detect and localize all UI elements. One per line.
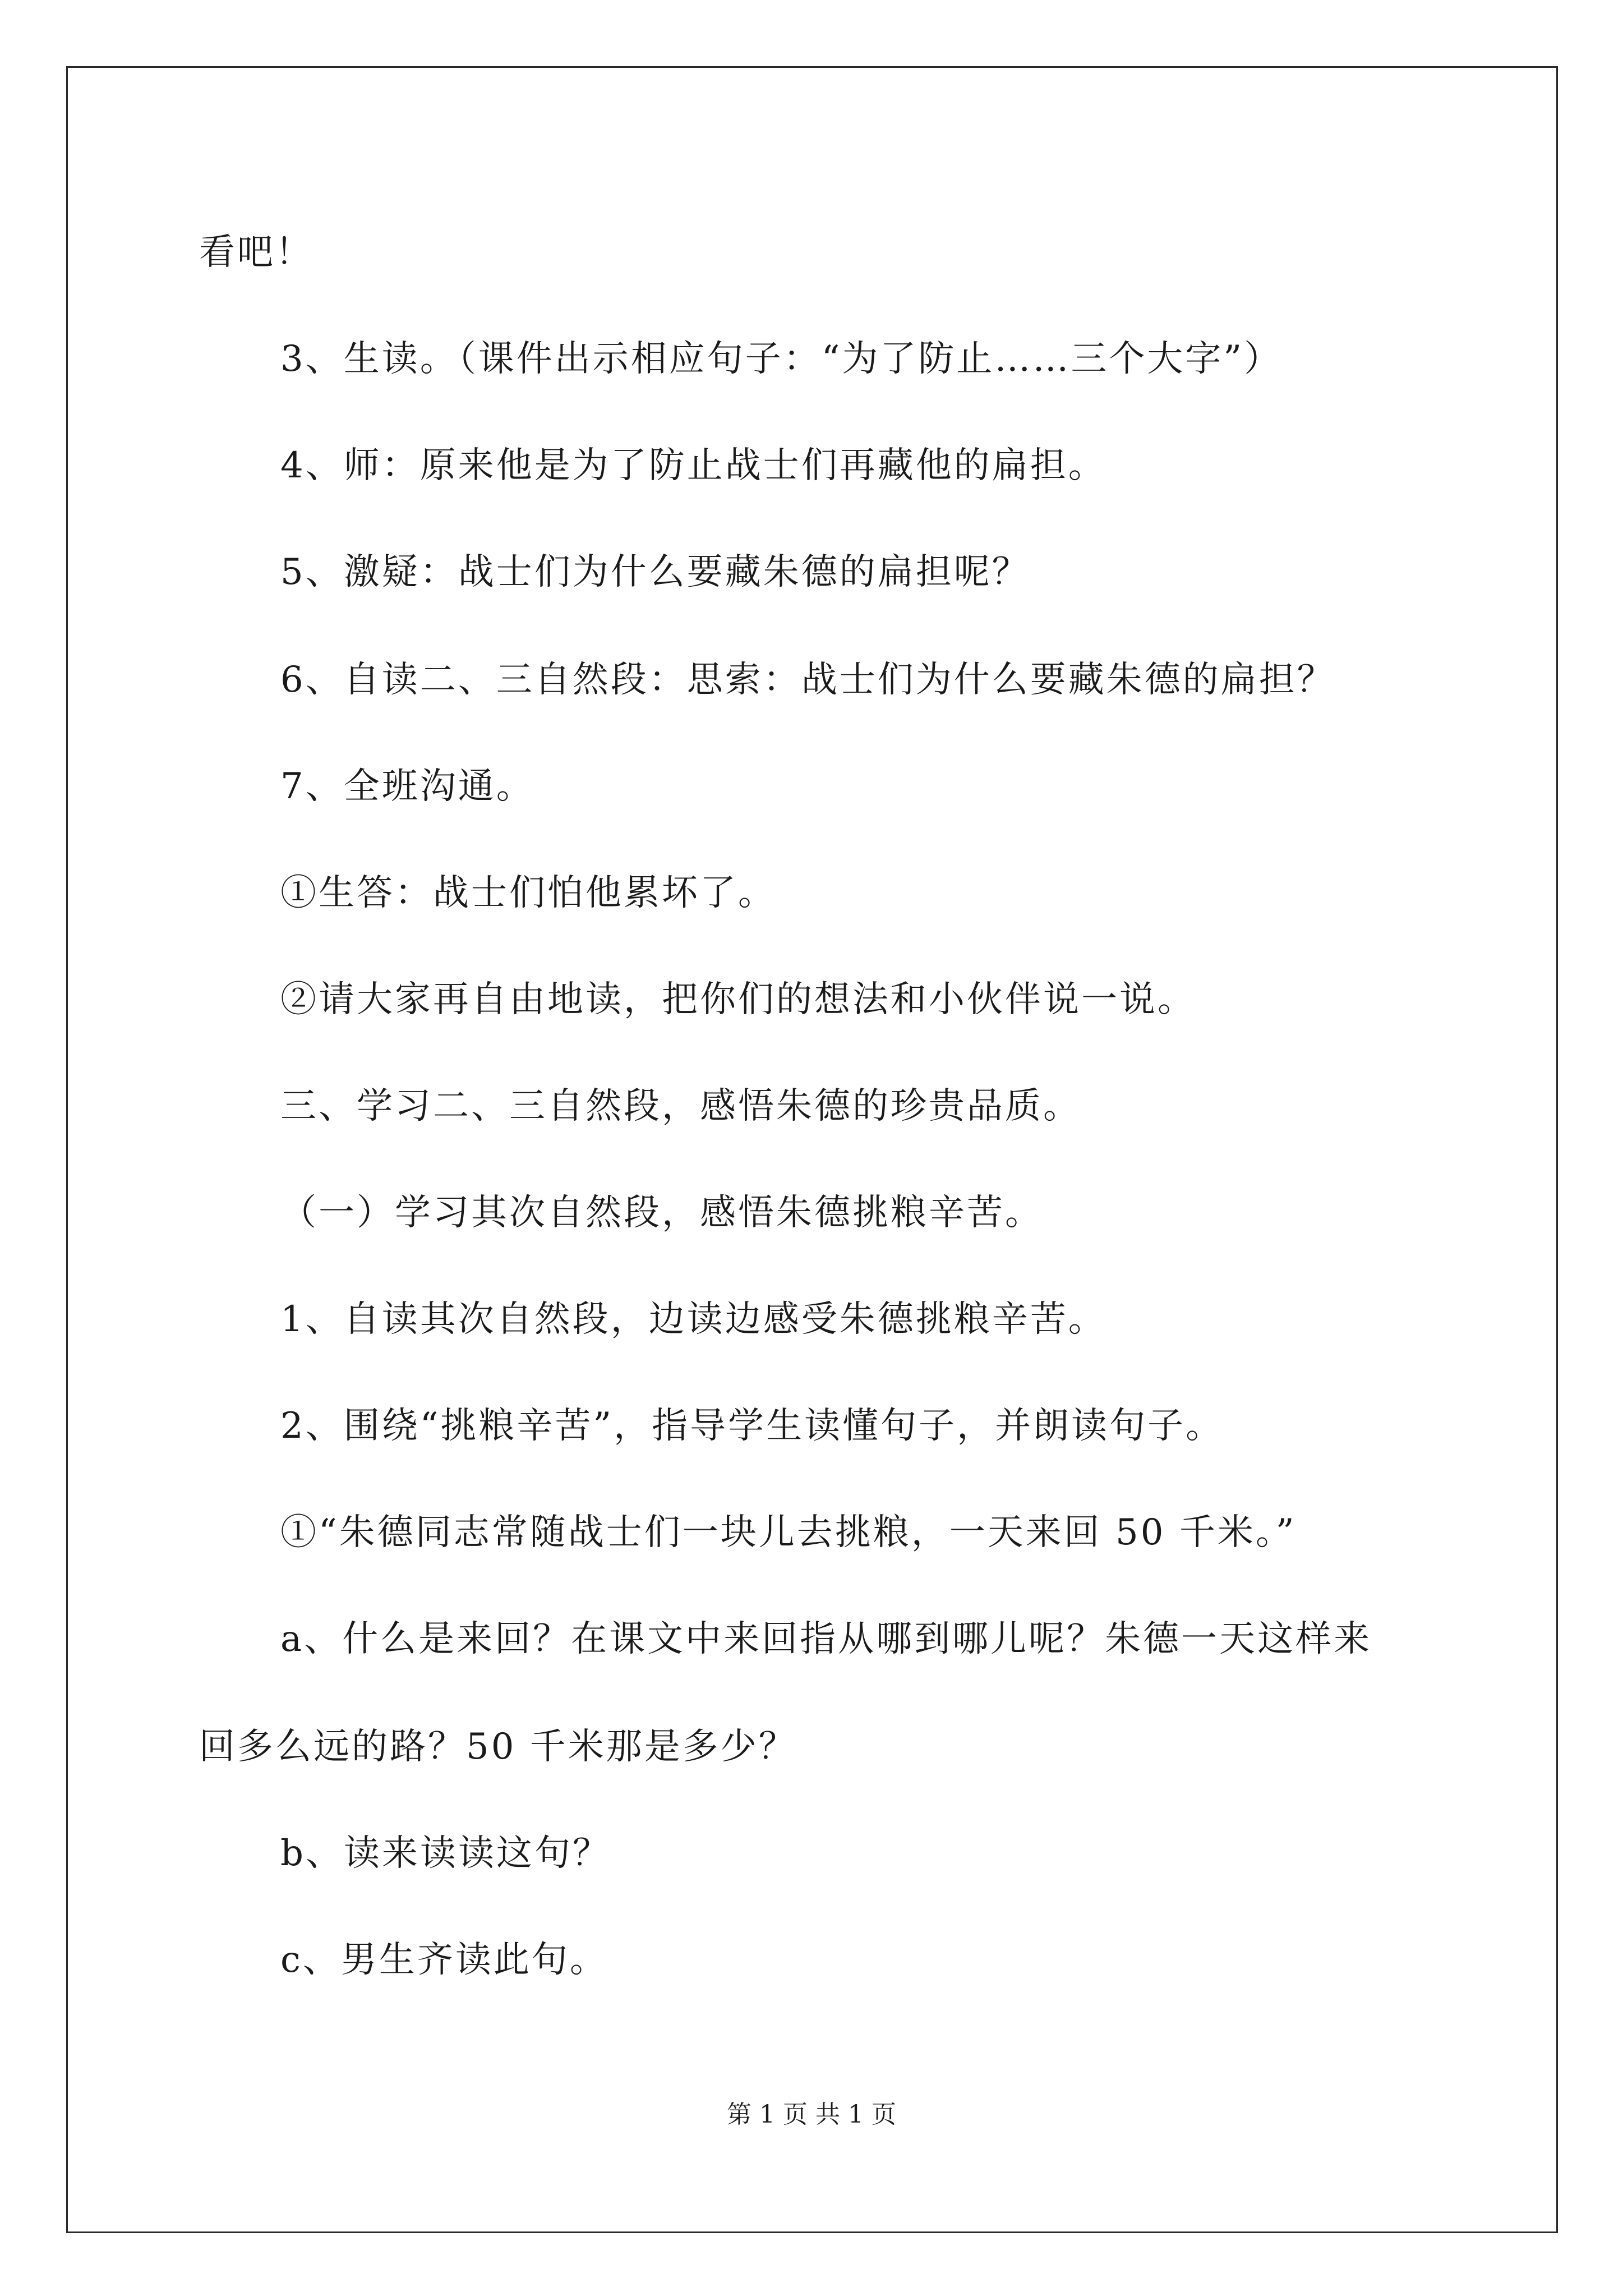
text-line-14: a、什么是来回？在课文中来回指从哪到哪儿呢？朱德一天这样来 — [280, 1618, 1372, 1660]
text-line-11: 1、自读其次自然段，边读边感受朱德挑粮辛苦。 — [280, 1299, 1106, 1340]
text-line-2: 3、生读。（课件出示相应句子：“为了防止……三个大字”） — [280, 338, 1283, 380]
text-line-16: b、读来读读这句？ — [280, 1833, 611, 1874]
text-line-12: 2、围绕“挑粮辛苦”，指导学生读懂句子，并朗读句子。 — [280, 1405, 1224, 1447]
page-footer: 第 1 页 共 1 页 — [727, 2100, 896, 2129]
text-line-8: ②请大家再自由地读，把你们的想法和小伙伴说一说。 — [280, 979, 1196, 1020]
text-line-1: 看吧！ — [199, 232, 313, 273]
text-line-4: 5、激疑：战士们为什么要藏朱德的扁担呢？ — [280, 551, 1030, 593]
section-heading: 三、学习二、三自然段，感悟朱德的珍贵品质。 — [280, 1085, 1081, 1127]
text-line-15: 回多么远的路？50 千米那是多少？ — [199, 1726, 797, 1768]
text-line-7: ①生答：战士们怕他累坏了。 — [280, 872, 776, 914]
text-line-6: 7、全班沟通。 — [280, 766, 534, 807]
text-line-17: c、男生齐读此句。 — [280, 1939, 608, 1981]
text-line-5: 6、自读二、三自然段：思索：战士们为什么要藏朱德的扁担？ — [280, 659, 1335, 701]
page-border — [66, 66, 1558, 2233]
subsection-heading: （一）学习其次自然段，感悟朱德挑粮辛苦。 — [280, 1192, 1043, 1234]
text-line-13: ①“朱德同志常随战士们一块儿去挑粮，一天来回 50 千米。” — [280, 1512, 1297, 1553]
text-line-3: 4、师：原来他是为了防止战士们再藏他的扁担。 — [280, 445, 1106, 486]
